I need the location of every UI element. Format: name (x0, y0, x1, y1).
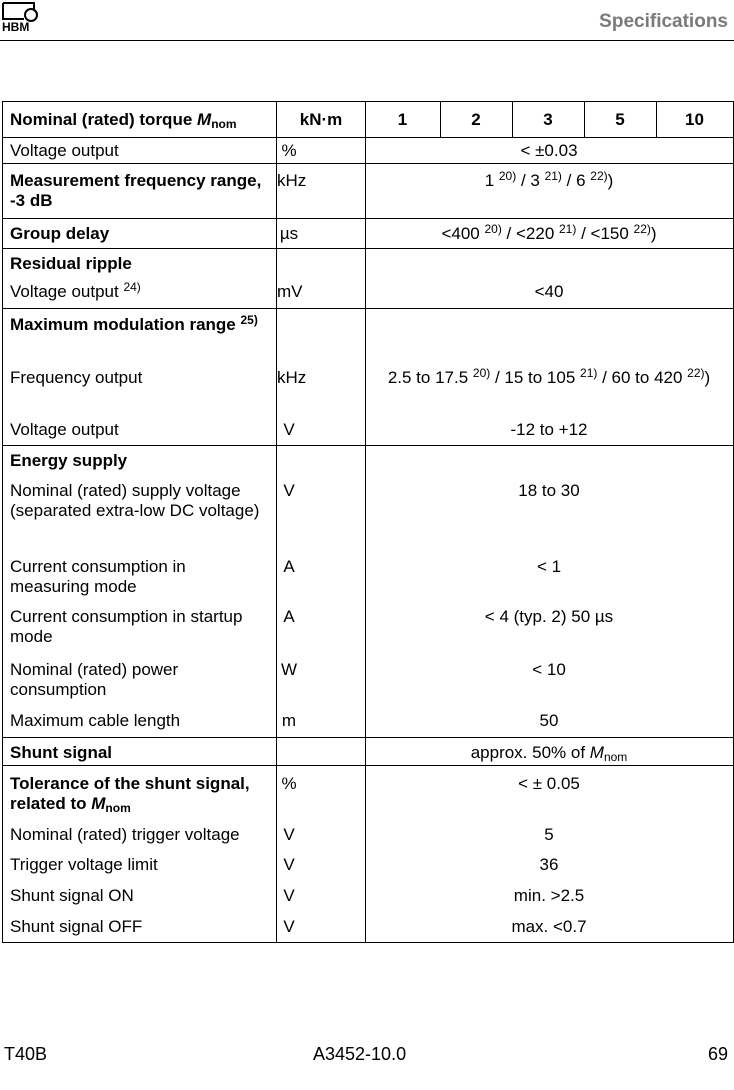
text-segment: / 15 to 105 (490, 367, 581, 387)
header-range: 3 (513, 102, 585, 138)
row-unit: A (277, 549, 366, 599)
row-value: 18 to 30 (366, 474, 734, 549)
table-row (3, 219, 734, 249)
row-unit (277, 249, 366, 277)
row-label: Voltage output (3, 138, 277, 164)
row-unit: kHz (277, 164, 366, 219)
row-value: < ±0.03 (366, 138, 734, 164)
table-row (3, 417, 734, 446)
row-value: 5 (366, 821, 734, 851)
table-row (3, 309, 734, 361)
row-label: Shunt signal ON (3, 881, 277, 912)
text-segment: 25) (240, 313, 258, 327)
row-value: < 10 (366, 651, 734, 703)
text-segment: Nominal (rated) torque (10, 110, 198, 129)
text-segment: 21) (580, 365, 598, 380)
text-segment: / 60 to 420 (597, 367, 688, 387)
table-row (3, 164, 734, 219)
text-segment: approx. 50% of (470, 743, 590, 762)
row-value (366, 219, 734, 249)
row-unit: V (277, 912, 366, 943)
row-unit: V (277, 881, 366, 912)
row-unit: V (277, 821, 366, 851)
table-row (3, 651, 734, 703)
header-range: 10 (657, 102, 734, 138)
table-row (3, 738, 734, 766)
table-row (3, 599, 734, 651)
row-label: Current consumption in measuring mode (3, 549, 277, 599)
text-segment: 22) (590, 169, 608, 183)
row-value: 36 (366, 851, 734, 881)
row-value (366, 249, 734, 277)
row-unit: W (277, 651, 366, 703)
text-segment: <400 (441, 224, 485, 243)
text-segment: / <150 (576, 224, 634, 243)
row-label: Maximum cable length (3, 703, 277, 738)
row-label: Voltage output (3, 417, 277, 446)
header-unit: kN·m (277, 102, 366, 138)
row-label: Nominal (rated) trigger voltage (3, 821, 277, 851)
text-segment: / 6 (561, 171, 591, 190)
svg-text:HBM: HBM (2, 20, 30, 32)
text-segment: 22) (633, 222, 651, 236)
text-segment: M (91, 794, 106, 813)
row-unit: m (277, 703, 366, 738)
table-row (3, 703, 734, 738)
row-label: Nominal (rated) power consumption (3, 651, 277, 703)
header-divider (0, 40, 734, 41)
row-label: Trigger voltage limit (3, 851, 277, 881)
row-value (366, 738, 734, 766)
row-label: Group delay (3, 219, 277, 249)
header-range: 1 (366, 102, 441, 138)
header-range: 5 (585, 102, 657, 138)
row-label (3, 309, 277, 361)
text-segment: Tolerance of the shunt signal, related to (10, 774, 250, 813)
header-label (3, 102, 277, 138)
row-value (366, 446, 734, 474)
row-value: <40 (366, 277, 734, 309)
table-row (3, 249, 734, 277)
row-label: Shunt signal OFF (3, 912, 277, 943)
row-unit: V (277, 474, 366, 549)
row-unit (277, 446, 366, 474)
text-segment: / <220 (501, 224, 559, 243)
row-value: -12 to +12 (366, 417, 734, 446)
table-row (3, 881, 734, 912)
table-header-row (3, 102, 734, 138)
text-segment: 22) (687, 365, 705, 380)
table-row (3, 138, 734, 164)
text-segment: nom (211, 117, 237, 131)
text-segment: 20) (484, 222, 502, 236)
row-unit: % (277, 766, 366, 821)
row-value: < 4 (typ. 2) 50 µs (366, 599, 734, 651)
row-label: Current consumption in startup mode (3, 599, 277, 651)
row-value: 50 (366, 703, 734, 738)
row-label: Residual ripple (3, 249, 277, 277)
row-unit: µs (277, 219, 366, 249)
text-segment: ) (607, 171, 614, 190)
row-value (366, 309, 734, 361)
row-label (3, 766, 277, 821)
text-segment: Voltage output (10, 281, 124, 301)
text-segment: M (197, 110, 212, 129)
table-row (3, 474, 734, 549)
row-unit (277, 309, 366, 361)
row-label: Shunt signal (3, 738, 277, 766)
row-value: < ± 0.05 (366, 766, 734, 821)
text-segment: nom (603, 750, 628, 764)
hbm-logo (2, 2, 40, 32)
row-unit: mV (277, 277, 366, 309)
text-segment: Maximum modulation range (10, 315, 241, 334)
row-label: Energy supply (3, 446, 277, 474)
text-segment: 1 (484, 171, 499, 190)
text-segment: 20) (472, 365, 491, 380)
header-range: 2 (441, 102, 513, 138)
row-label: Frequency output (3, 361, 277, 417)
text-segment: / 3 (516, 171, 545, 190)
row-unit: V (277, 851, 366, 881)
text-segment: ) (704, 367, 711, 387)
table-row (3, 766, 734, 821)
table-row (3, 277, 734, 309)
table-row (3, 549, 734, 599)
text-segment: M (589, 743, 604, 762)
row-value: min. >2.5 (366, 881, 734, 912)
table-row (3, 912, 734, 943)
table-row (3, 821, 734, 851)
specifications-table (2, 101, 734, 943)
section-title: Specifications (599, 11, 728, 32)
row-unit: % (277, 138, 366, 164)
row-value (366, 164, 734, 219)
row-value: max. <0.7 (366, 912, 734, 943)
row-label: Nominal (rated) supply voltage (separated extra-low DC voltage) (3, 474, 277, 549)
table-row (3, 851, 734, 881)
text-segment: 21) (544, 169, 562, 183)
footer-product: T40B (4, 1044, 48, 1064)
text-segment: 20) (498, 169, 517, 183)
row-label: Measurement frequency range, -3 dB (3, 164, 277, 219)
table-row (3, 446, 734, 474)
row-unit: V (277, 417, 366, 446)
text-segment: ) (650, 224, 657, 243)
text-segment: nom (105, 801, 131, 815)
text-segment: 21) (559, 222, 577, 236)
text-segment: 2.5 to 17.5 (387, 367, 473, 387)
table-row (3, 361, 734, 417)
row-value: < 1 (366, 549, 734, 599)
row-label (3, 277, 277, 309)
footer-doc-number: A3452-10.0 (313, 1044, 407, 1064)
text-segment: 24) (123, 279, 141, 294)
row-unit: A (277, 599, 366, 651)
row-unit (277, 738, 366, 766)
row-unit: kHz (277, 361, 366, 417)
page-number: 69 (707, 1044, 728, 1064)
row-value (366, 361, 734, 417)
